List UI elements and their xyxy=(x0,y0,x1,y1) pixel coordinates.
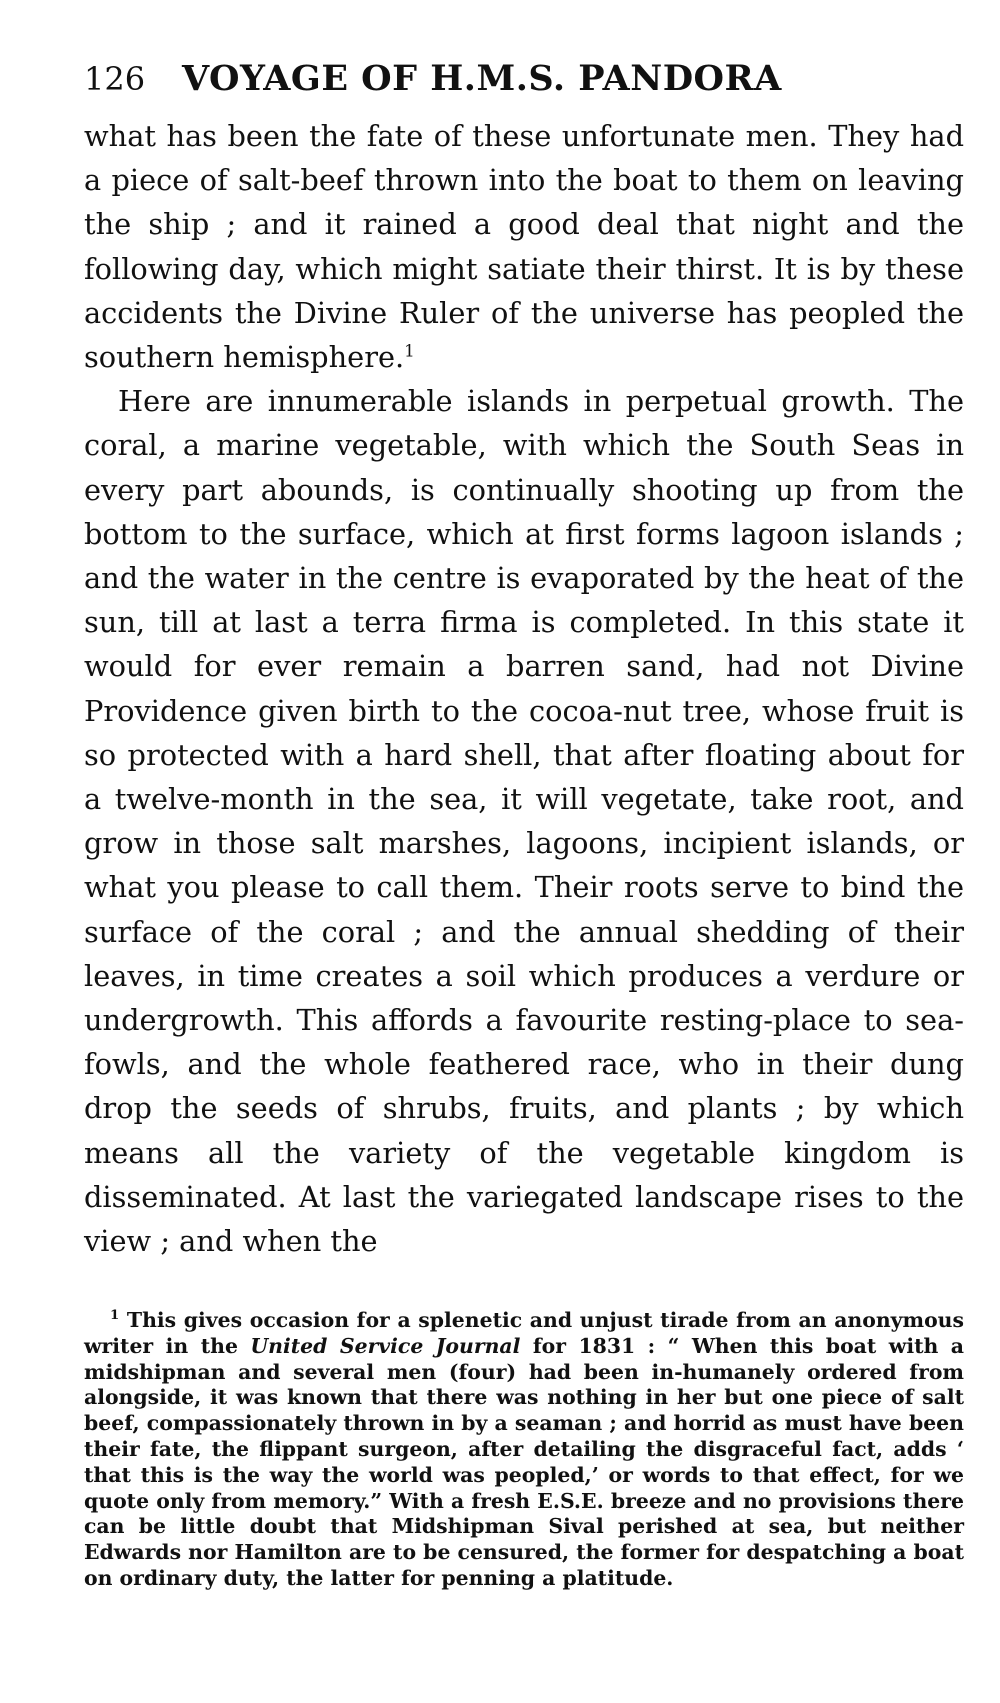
running-header xyxy=(84,58,964,106)
footnote-marker: 1 xyxy=(110,1308,120,1324)
continued-paragraph xyxy=(84,114,964,379)
footnote-reference: 1 xyxy=(404,340,415,361)
page-number: 126 xyxy=(84,60,146,98)
book-page xyxy=(84,58,964,1590)
main-paragraph: Here are innumerable islands in perpetual growth. The coral, a marine vegetable, with which the South Seas in every part abounds, is continually shooting up from the bottom to the surface, which at first forms lagoon islands ; and the water in the centre is evaporated by the heat of the sun, till at last a terra firma is completed. In this state it would for ever remain a barren sand, had not Divine Providence given birth to the cocoa-nut tree, whose fruit is so protected with a hard shell, that after floating about for a twelve-month in the sea, it will vegetate, take root, and grow in those salt marshes, lagoons, incipient islands, or what you please to call them. Their roots serve to bind the surface of the coral ; and the annual shedding of their leaves, in time creates a soil which produces a verdure or undergrowth. This affords a favourite resting-place to sea-fowls, and the whole feathered race, who in their dung drop the seeds of shrubs, fruits, and plants ; by which means all the variety of the vegetable kingdom is disseminated. At last the variegated landscape rises to the view ; and when the xyxy=(84,384,964,1259)
paragraph-text: what has been the fate of these unfortunate men. They had a piece of salt-beef thrown into the boat to them on leaving the ship ; and it rained a good deal that night and the following day, which might satiate their thirst. It is by these accidents the Divine Ruler of the universe has peopled the southern hemisphere. xyxy=(84,119,964,375)
footnote-section xyxy=(84,1308,964,1592)
main-text xyxy=(84,114,964,1263)
footnote xyxy=(84,1308,964,1592)
footnote-text-prefix: This gives occasion for a splenetic and unjust tirade from an anonymous writer in the xyxy=(84,1308,964,1358)
journal-title: United Service Journal xyxy=(250,1333,521,1358)
running-title: VOYAGE OF H.M.S. PANDORA xyxy=(182,58,782,99)
footnote-text-suffix: for 1831 : “ When this boat with a midshipman and several men (four) had been in-humanely ordered from alongside, it was known that there was nothing in her but one piece of salt beef, compassionately thrown in by a seaman ; and horrid as must have been their fate, the flippant surgeon, after detailing the disgraceful fact, adds ‘ that this is the way the world was peopled,’ or words to that effect, for we quote only from memory.” With a fresh E.S.E. breeze and no provisions there can be little doubt that Midshipman Sival perished at sea, but neither Edwards nor Hamilton are to be censured, the former for despatching a boat on ordinary duty, the latter for penning a platitude. xyxy=(84,1333,964,1590)
